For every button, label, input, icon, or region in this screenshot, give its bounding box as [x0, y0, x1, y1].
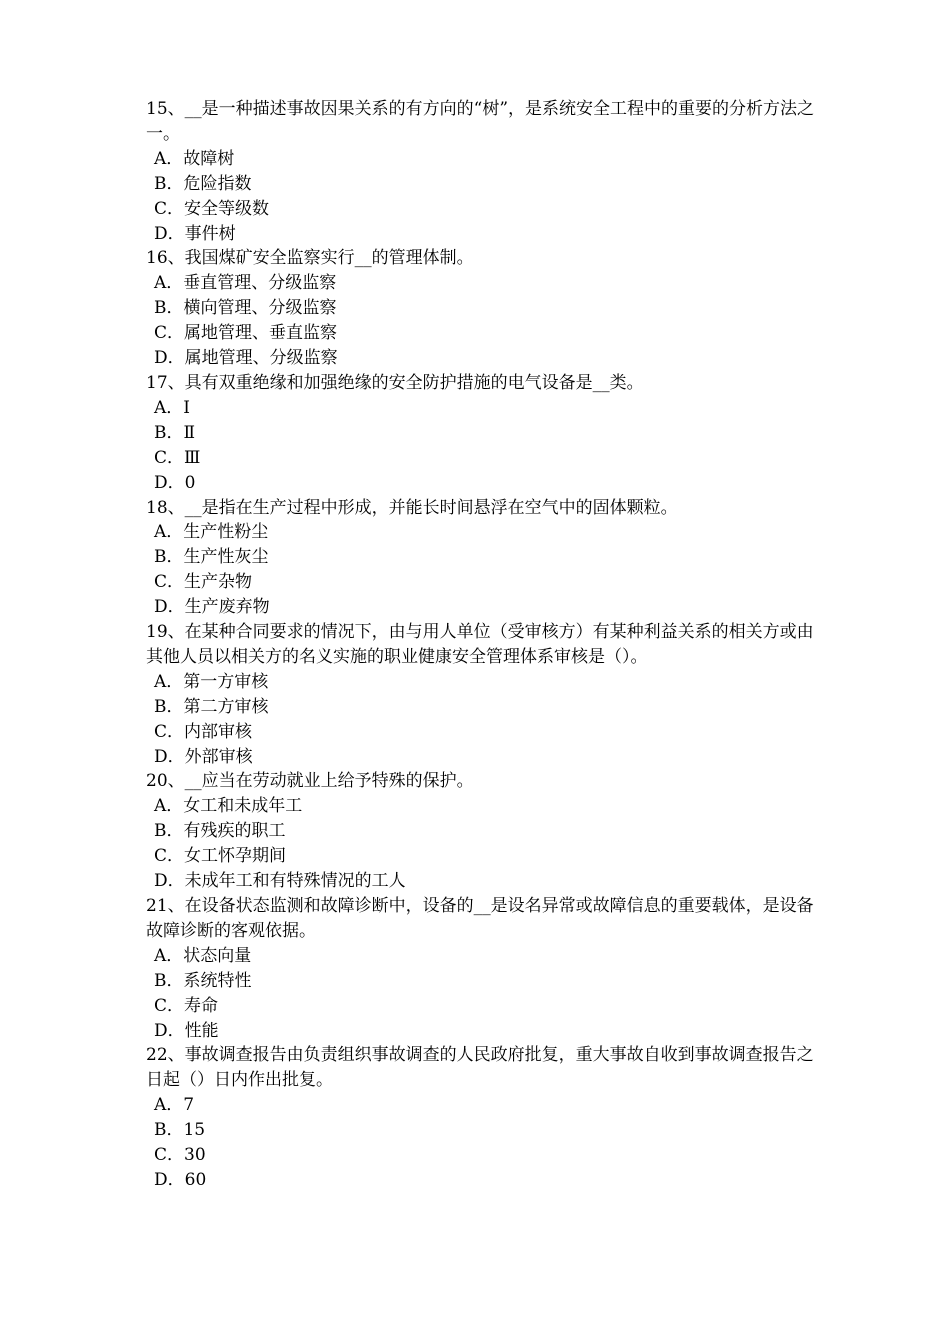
option-d: D．生产废弃物: [154, 597, 270, 618]
option-c: C．安全等级数: [154, 198, 270, 219]
option-b: B．系统特性: [154, 970, 252, 991]
option-c: C．内部审核: [154, 721, 253, 742]
option-d: D．外部审核: [154, 746, 253, 767]
option-b: B．横向管理、分级监察: [154, 298, 337, 319]
option-d: D．未成年工和有特殊情况的工人: [154, 871, 406, 892]
document-page: [146, 97, 816, 1193]
question-15: [146, 97, 816, 246]
option-a: A．状态向量: [154, 945, 252, 966]
question-stem: 21、在设备状态监测和故障诊断中，设备的__是设名异常或故障信息的重要载体，是设备故障诊断的客观依据。: [146, 896, 814, 941]
option-a: A．7: [154, 1095, 195, 1116]
option-b: B．第二方审核: [154, 696, 269, 717]
option-b: B．有残疾的职工: [154, 821, 286, 842]
option-d: D．属地管理、分级监察: [154, 348, 338, 369]
option-c: C．女工怀孕期间: [154, 846, 287, 867]
option-a: A．生产性粉尘: [154, 522, 269, 543]
option-b: B．生产性灰尘: [154, 547, 269, 568]
option-c: C．寿命: [154, 995, 219, 1016]
option-d: D．性能: [154, 1020, 219, 1041]
option-c: C．属地管理、垂直监察: [154, 323, 338, 344]
option-a: A．Ⅰ: [154, 397, 190, 418]
option-c: C．生产杂物: [154, 572, 253, 593]
option-a: A．第一方审核: [154, 671, 269, 692]
option-d: D．0: [154, 472, 196, 493]
option-a: A．女工和未成年工: [154, 796, 303, 817]
question-stem: 20、__应当在劳动就业上给予特殊的保护。: [146, 771, 474, 792]
question-18: [146, 496, 816, 621]
question-21: [146, 894, 816, 1043]
question-stem: 19、在某种合同要求的情况下，由与用人单位（受审核方）有某种利益关系的相关方或由其他人员以相关方的名义实施的职业健康安全管理体系审核是（）。: [146, 622, 814, 667]
option-b: B．危险指数: [154, 173, 252, 194]
option-d: D．事件树: [154, 223, 236, 244]
option-c: C．30: [154, 1145, 206, 1166]
option-a: A．垂直管理、分级监察: [154, 273, 337, 294]
question-19: [146, 620, 816, 769]
question-16: [146, 246, 816, 371]
question-17: [146, 371, 816, 496]
option-a: A．故障树: [154, 148, 235, 169]
question-stem: 18、__是指在生产过程中形成，并能长时间悬浮在空气中的固体颗粒。: [146, 497, 678, 518]
option-b: B．Ⅱ: [154, 422, 196, 443]
question-stem: 22、事故调查报告由负责组织事故调查的人民政府批复，重大事故自收到事故调查报告之日起（）日内作出批复。: [146, 1045, 814, 1091]
option-c: C．Ⅲ: [154, 447, 201, 468]
question-22: [146, 1043, 816, 1192]
question-stem: 15、__是一种描述事故因果关系的有方向的“树”，是系统安全工程中的重要的分析方法之一。: [146, 99, 815, 144]
option-b: B．15: [154, 1120, 206, 1141]
option-d: D．60: [154, 1169, 207, 1190]
question-stem: 16、我国煤矿安全监察实行__的管理体制。: [146, 248, 474, 269]
question-20: [146, 769, 816, 894]
question-stem: 17、具有双重绝缘和加强绝缘的安全防护措施的电气设备是__类。: [146, 372, 644, 393]
